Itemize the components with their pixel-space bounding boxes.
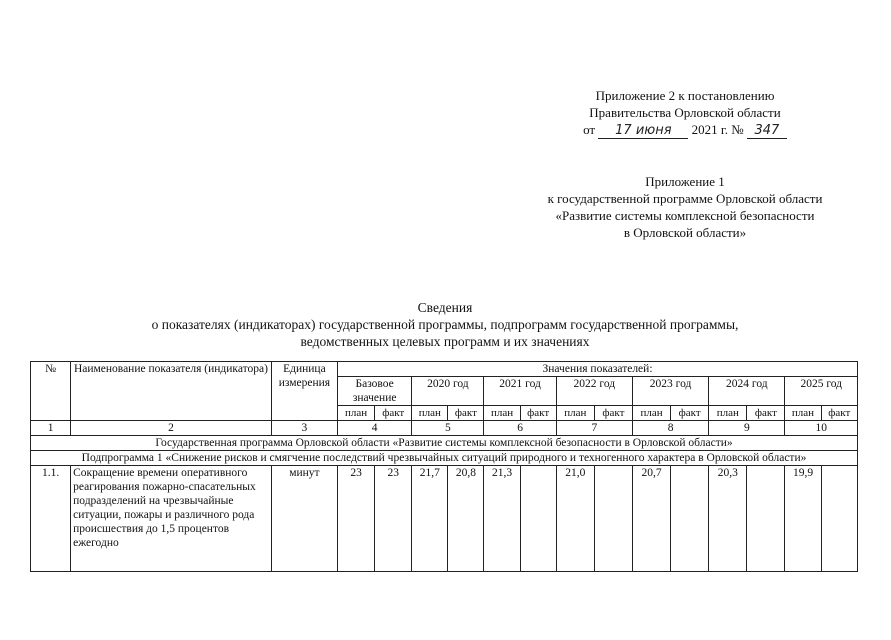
- indicators-table: [30, 361, 858, 572]
- header-row-1: [31, 362, 858, 377]
- header-year-2020: 2020 год: [412, 377, 484, 406]
- header-fact: факт: [594, 406, 632, 421]
- header-fact: факт: [821, 406, 857, 421]
- col-number: 4: [338, 421, 412, 436]
- header-plan: план: [556, 406, 594, 421]
- row-value: 20,3: [709, 466, 747, 572]
- annex2-date-line: [560, 121, 810, 139]
- header-fact: факт: [671, 406, 709, 421]
- row-no: 1.1.: [31, 466, 71, 572]
- handwritten-date: 17 июня: [598, 124, 688, 139]
- header-plan: план: [709, 406, 747, 421]
- header-year-2024: 2024 год: [709, 377, 785, 406]
- header-plan: план: [785, 406, 821, 421]
- header-name: Наименование показателя (индикатора): [71, 362, 272, 421]
- col-number: 2: [71, 421, 272, 436]
- annex2-date-prefix: от: [583, 122, 596, 137]
- table-row: [31, 466, 858, 572]
- col-number: 5: [412, 421, 484, 436]
- header-unit: Единица измерения: [271, 362, 337, 421]
- header-base: Базовое значение: [338, 377, 412, 406]
- row-value: 20,7: [632, 466, 670, 572]
- annex1-header: [520, 173, 850, 241]
- row-value: 21,7: [412, 466, 448, 572]
- handwritten-number: 347: [747, 124, 787, 139]
- annex2-header: [560, 87, 810, 139]
- col-number: 9: [709, 421, 785, 436]
- header-year-2022: 2022 год: [556, 377, 632, 406]
- row-value: [821, 466, 857, 572]
- header-fact: факт: [747, 406, 785, 421]
- row-value: 23: [338, 466, 375, 572]
- row-value: 21,0: [556, 466, 594, 572]
- annex2-line2: Правительства Орловской области: [589, 105, 781, 120]
- header-plan: план: [338, 406, 375, 421]
- annex1-line4: в Орловской области»: [623, 225, 747, 240]
- row-value: [747, 466, 785, 572]
- header-year-2021: 2021 год: [484, 377, 556, 406]
- program-row: [31, 436, 858, 451]
- header-year-2023: 2023 год: [632, 377, 708, 406]
- title-line2: о показателях (индикаторах) государственной программы, подпрограмм государственной программы,: [151, 317, 739, 332]
- row-value: 23: [375, 466, 412, 572]
- col-number: 8: [632, 421, 708, 436]
- subprogram-title: Подпрограмма 1 «Снижение рисков и смягчение последствий чрезвычайных ситуаций природного и техногенного характера в Орловской области»: [31, 451, 858, 466]
- column-numbers-row: [31, 421, 858, 436]
- row-value: [671, 466, 709, 572]
- row-name: Сокращение времени оперативного реагирования пожарно-спасательных подразделений на чрезвычайные ситуации, пожары и различного рода происшествия до 1,5 процентов ежегодно: [71, 466, 272, 572]
- program-title: Государственная программа Орловской области «Развитие системы комплексной безопасности в Орловской области»: [31, 436, 858, 451]
- title-line1: Сведения: [417, 300, 473, 315]
- row-value: 20,8: [448, 466, 484, 572]
- header-no: №: [31, 362, 71, 421]
- header-plan: план: [632, 406, 670, 421]
- annex2-line1: Приложение 2 к постановлению: [595, 88, 775, 103]
- subprogram-row: [31, 451, 858, 466]
- document-title: [30, 299, 860, 350]
- annex1-line2: к государственной программе Орловской области: [547, 191, 823, 206]
- row-unit: минут: [271, 466, 337, 572]
- title-line3: ведомственных целевых программ и их значениях: [300, 334, 590, 349]
- header-fact: факт: [375, 406, 412, 421]
- annex2-date-mid: 2021 г. №: [691, 122, 744, 137]
- col-number: 1: [31, 421, 71, 436]
- header-year-2025: 2025 год: [785, 377, 858, 406]
- row-value: [594, 466, 632, 572]
- row-value: [520, 466, 556, 572]
- header-plan: план: [412, 406, 448, 421]
- header-values: Значения показателей:: [338, 362, 858, 377]
- col-number: 6: [484, 421, 556, 436]
- header-fact: факт: [520, 406, 556, 421]
- col-number: 3: [271, 421, 337, 436]
- row-value: 21,3: [484, 466, 520, 572]
- col-number: 10: [785, 421, 858, 436]
- header-fact: факт: [448, 406, 484, 421]
- header-plan: план: [484, 406, 520, 421]
- annex1-line1: Приложение 1: [645, 174, 725, 189]
- row-value: 19,9: [785, 466, 821, 572]
- annex1-line3: «Развитие системы комплексной безопасности: [555, 208, 815, 223]
- col-number: 7: [556, 421, 632, 436]
